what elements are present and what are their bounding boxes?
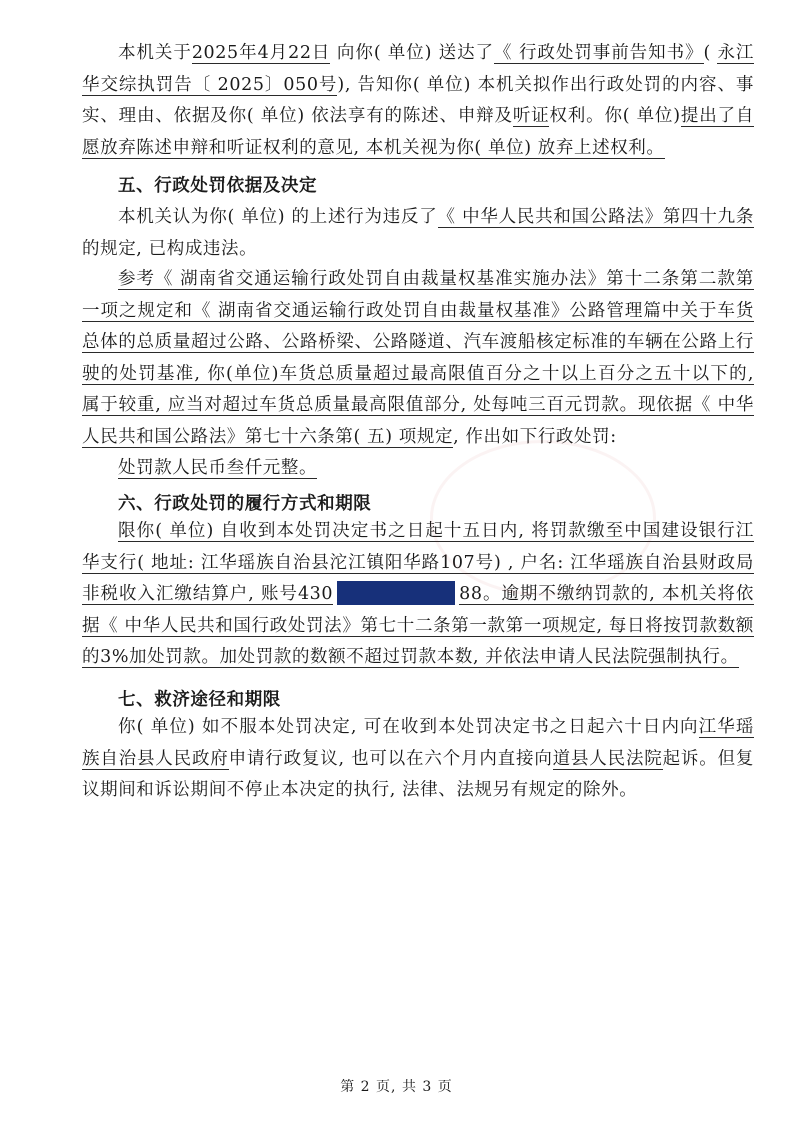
violation-text: 本机关认为你( 单位) 的上述行为违反了 [118,207,438,227]
notice-doc-title: 《 行政处罚事前告知书》 [493,43,704,63]
notice-hearing: 听证 [512,106,550,126]
redacted-account-block [337,581,455,605]
section-five-penalty [82,453,754,485]
penalty-amount: 处罚款人民币叁仟元整。 [118,458,318,478]
penalty-basis: 参考《 湖南省交通运输行政处罚自由裁量权基准实施办法》第十二条第二款第一项之规定和《 湖南省交通运输行政处罚自由裁量权基准》公路管理篇中关于车货总体的总质量超过公路、公路桥梁、公路隧道、汽车渡船核定标准的车辆在公路上行驶的处罚基准, 你(单位)车货总质量超过最高限值百分之十以上百分之五十以下的, 属于较重, 应当对超过车货总质量最高限值部分, 处每吨三百元罚款。现依据《 中华人民共和国公路法》第七十六条第( 五) 项规定 [82,269,754,447]
section-six-paragraph [82,516,754,674]
remedy-text: 申请行政复议, 也可以在六个月内直接向 [228,748,553,769]
section-seven-paragraph [82,712,754,807]
remedy-text: 起诉。但复议期间和诉讼期间不停止本决定的执行, 法律、法规另有规定的除外。 [82,748,755,800]
penalty-basis-tail: , 作出如下行政处罚: [453,426,617,447]
section-five-basis [82,264,754,453]
page-footer: 第 2 页, 共 3 页 [340,1079,453,1095]
faint-seal-watermark [430,440,656,596]
notice-doc-number: 永江华交综执罚告〔 2025〕050号 [82,43,755,95]
remedy-text: 你( 单位) 如不服本处罚决定, 可在收到本处罚决定书之日起六十日内向 [118,717,699,737]
late-payment-terms: 88。逾期不缴纳罚款的, 本机关将依据《 中华人民共和国行政处罚法》第七十二条第一款第一项规定, 每日将按罚款数额的3%加处罚款。加处罚款的数额不超过罚款本数, 并依法申请人民法院强制执行。 [82,584,754,667]
review-authority: 江华瑶族自治县人民政府 [82,717,754,769]
notice-paragraph [82,38,754,164]
section-six-heading: 六、行政处罚的履行方式和期限 [118,494,372,514]
violation-text: 的规定, 已构成违法。 [82,238,258,259]
section-five-violation [82,202,754,265]
law-reference: 《 中华人民共和国公路法》第四十九条 [437,207,754,227]
payment-instructions: 限你( 单位) 自收到本处罚决定书之日起十五日内, 将罚款缴至中国建设银行江华支行( 地址: 江华瑶族自治县沱江镇阳华路107号) , 户名: 江华瑶族自治县财政局非税收入汇缴结算户, 账号430 [82,521,754,604]
notice-text: 权利。你( 单位) [549,106,681,126]
notice-text: ( [703,43,718,63]
notice-date: 2025年4月22日 [191,43,331,63]
notice-text: 本机关于 [118,43,192,63]
section-five-heading: 五、行政处罚依据及决定 [118,176,318,196]
notice-text: 向你( 单位) 送达了 [330,43,494,63]
court-name: 道县人民法院 [552,748,663,769]
notice-waiver: 提出了自愿放弃陈述申辩和听证权利的意见, 本机关视为你( 单位) 放弃上述权利。 [82,106,754,158]
notice-text: ), 告知你( 单位) 本机关拟作出行政处罚的内容、事实、理由、依据及你( 单位) 依法享有的陈述、申辩及 [82,74,754,126]
section-seven-heading: 七、救济途径和期限 [118,690,281,710]
